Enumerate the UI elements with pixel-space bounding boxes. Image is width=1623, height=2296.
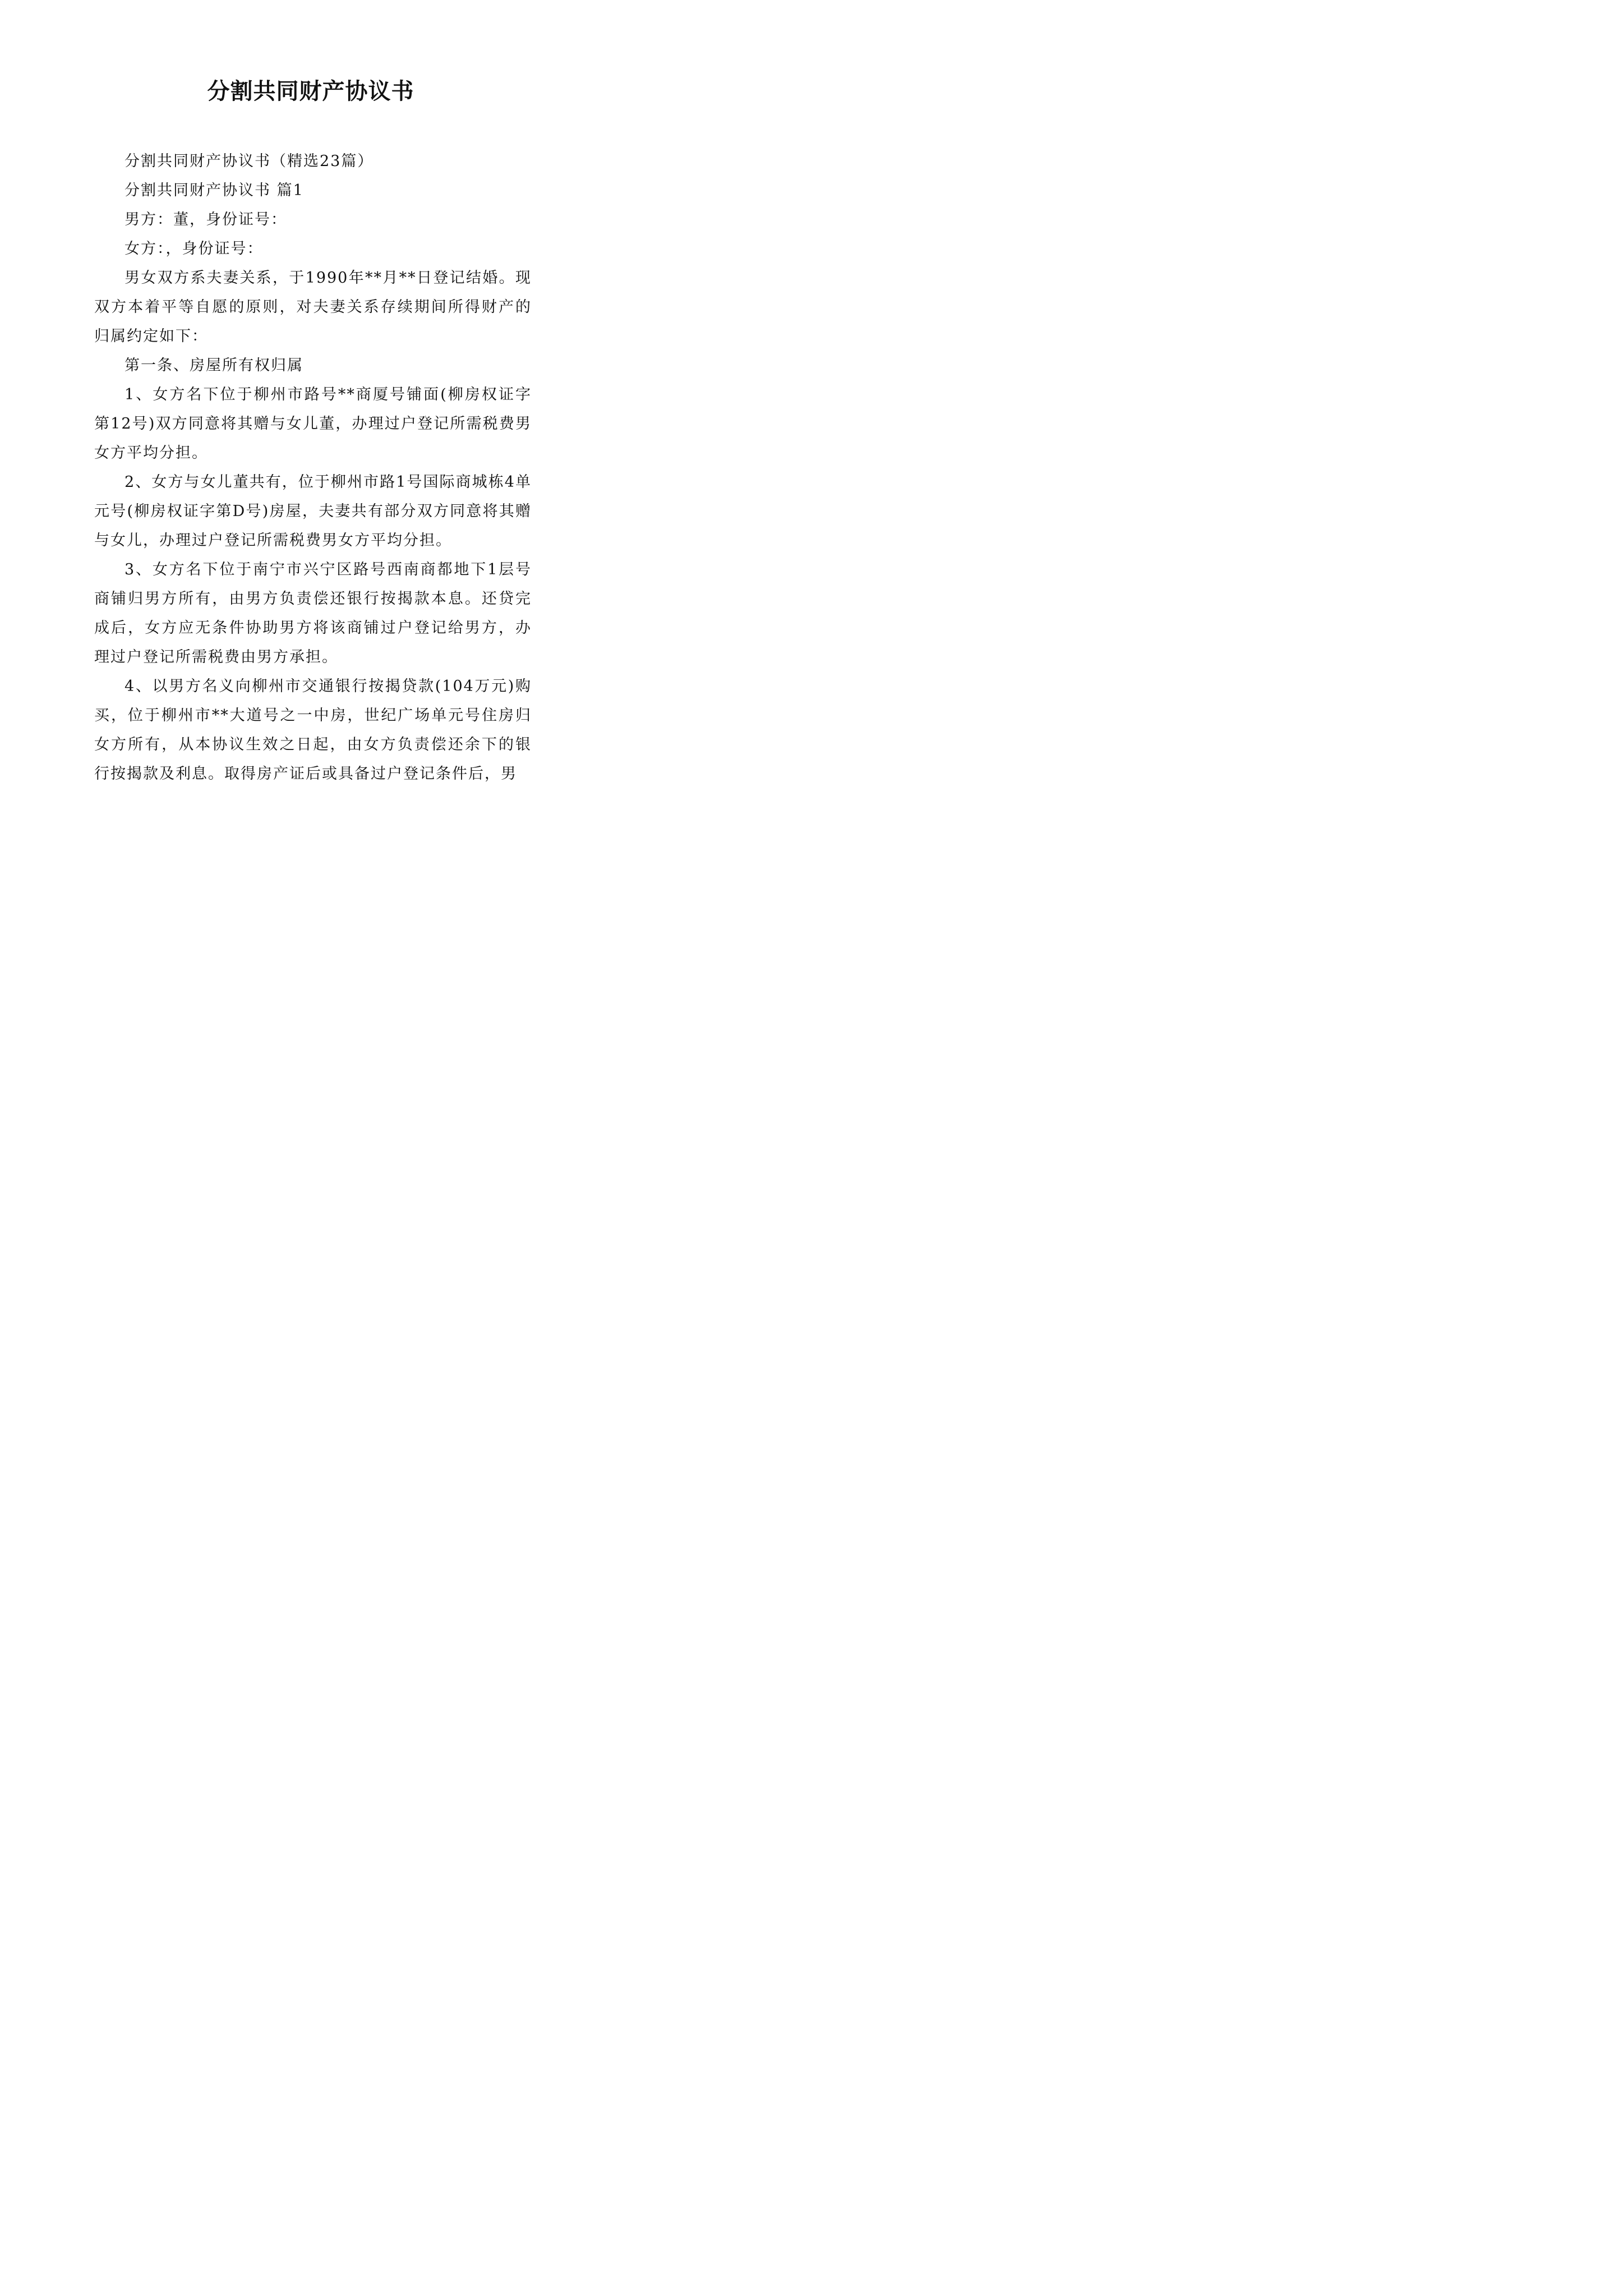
paragraph-clause-heading: 第一条、房屋所有权归属 [125,357,303,374]
paragraph-item-1: 1、女方名下位于柳州市路号**商厦号铺面(柳房权证字第12号)双方同意将其赠与女儿董，办理过户登记所需税费男女方平均分担。 [94,386,532,462]
paragraph-collection-heading: 分割共同财产协议书（精选23篇） [125,153,374,170]
document-title: 分割共同财产协议书 [207,78,414,104]
document-body [94,147,532,789]
document-page [0,0,621,879]
paragraph-marriage-statement: 男女双方系夫妻关系，于1990年**月**日登记结婚。现双方本着平等自愿的原则，对夫妻关系存续期间所得财产的归属约定如下： [94,269,532,345]
paragraph-item-2: 2、女方与女儿董共有，位于柳州市路1号国际商城栋4单元号(柳房权证字第D号)房屋，夫妻共有部分双方同意将其赠与女儿，办理过户登记所需税费男女方平均分担。 [94,473,532,549]
paragraph-female-party: 女方：，身份证号： [125,240,264,257]
paragraph-male-party: 男方：董，身份证号： [125,211,287,228]
paragraph-article-heading: 分割共同财产协议书 篇1 [125,182,304,199]
paragraph-item-3: 3、女方名下位于南宁市兴宁区路号西南商都地下1层号商铺归男方所有，由男方负责偿还银行按揭款本息。还贷完成后，女方应无条件协助男方将该商铺过户登记给男方，办理过户登记所需税费由男方承担。 [94,561,532,666]
paragraph-item-4: 4、以男方名义向柳州市交通银行按揭贷款(104万元)购买，位于柳州市**大道号之一中房，世纪广场单元号住房归女方所有，从本协议生效之日起，由女方负责偿还余下的银行按揭款及利息。取得房产证后或具备过户登记条件后，男 [94,678,532,783]
